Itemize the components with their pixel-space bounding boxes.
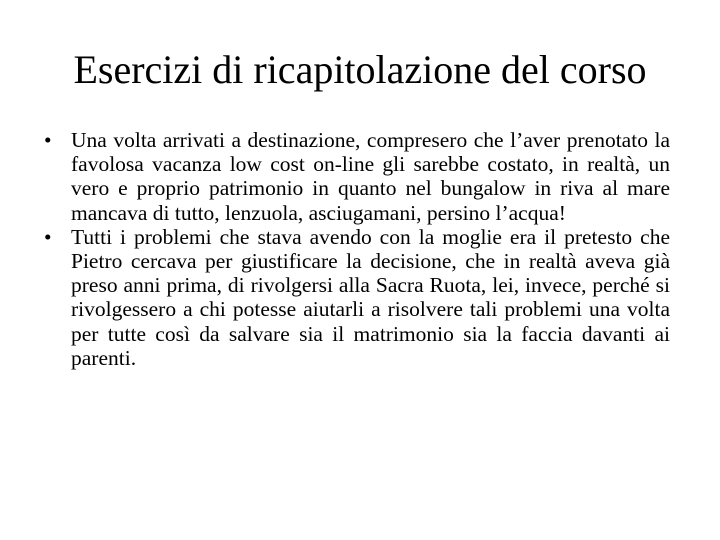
bullet-list bbox=[44, 128, 670, 370]
bullet-item bbox=[44, 128, 670, 225]
slide-title: Esercizi di ricapitolazione del corso bbox=[73, 47, 647, 92]
bullet-icon: • bbox=[44, 224, 52, 249]
bullet-text: Tutti i problemi che stava avendo con la moglie era il pretesto che Pietro cercava per giustificare la decisione, che in realtà aveva già preso anni prima, di rivolgersi alla Sacra Ruota, lei, invece, perché si rivolgessero a chi potesse aiutarli a risolvere tali problemi una volta per tutte così da salvare sia il matrimonio sia la faccia davanti ai parenti. bbox=[71, 224, 670, 370]
bullet-icon: • bbox=[44, 128, 52, 152]
bullet-item bbox=[44, 225, 670, 370]
bullet-text: Una volta arrivati a destinazione, compresero che l’aver prenotato la favolosa vacanza low cost on-line gli sarebbe costato, in realtà, un vero e proprio patrimonio in quanto nel bungalow in riva al mare mancava di tutto, lenzuola, asciugamani, persino l’acqua! bbox=[71, 128, 670, 225]
